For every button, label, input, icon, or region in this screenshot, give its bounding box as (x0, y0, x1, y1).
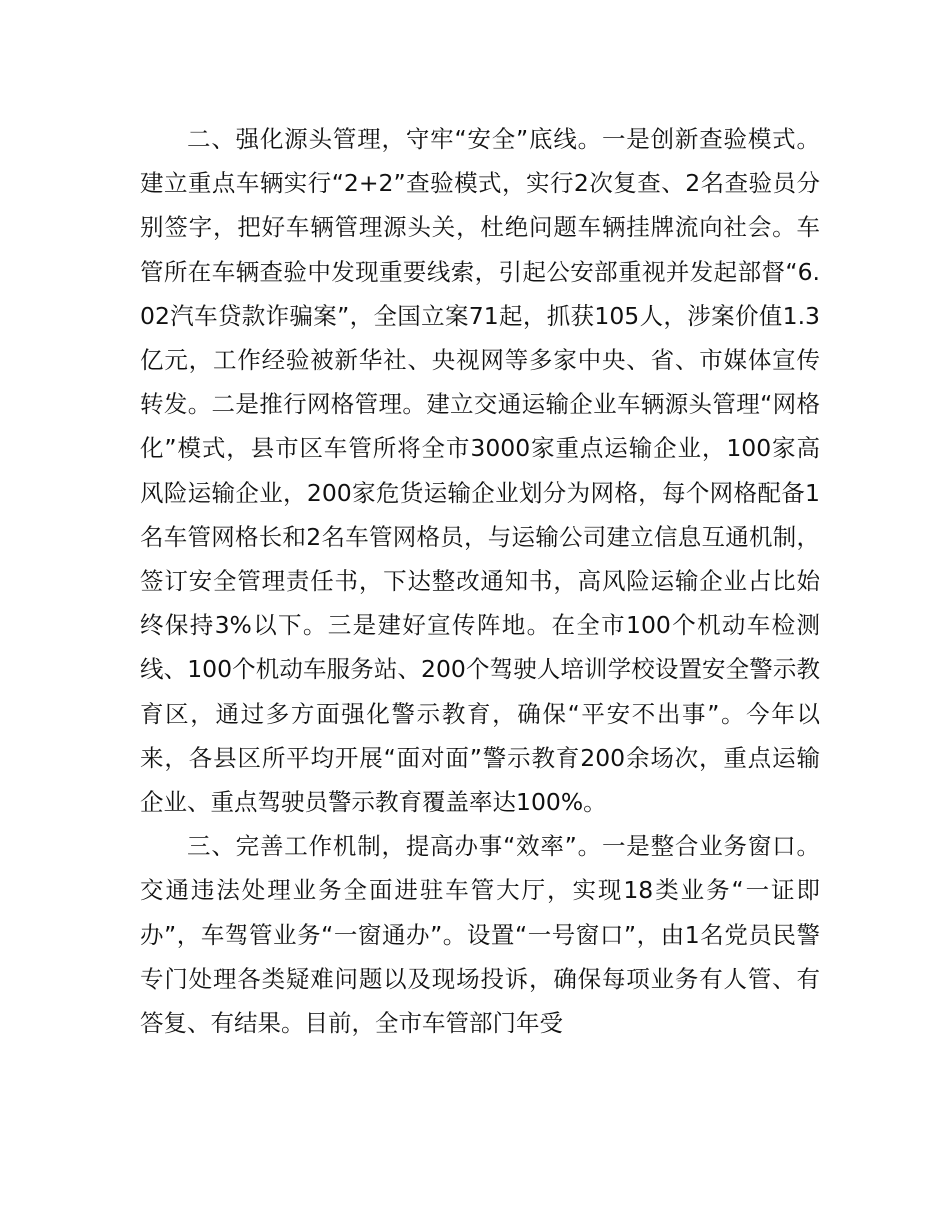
document-body (140, 117, 820, 1045)
paragraph-work-mechanism: 三、完善工作机制，提高办事“效率”。一是整合业务窗口。交通违法处理业务全面进驻车管大厅，实现18类业务“一证即办”，车驾管业务“一窗通办”。设置“一号窗口”，由1名党员民警专门处理各类疑难问题以及现场投诉，确保每项业务有人管、有答复、有结果。目前，全市车管部门年受 (140, 832, 820, 1038)
paragraph-source-management: 二、强化源头管理，守牢“安全”底线。一是创新查验模式。建立重点车辆实行“2+2”查验模式，实行2次复查、2名查验员分别签字，把好车辆管理源头关，杜绝问题车辆挂牌流向社会。车管所在车辆查验中发现重要线索，引起公安部重视并发起部督“6.02汽车贷款诈骗案”，全国立案71起，抓获105人，涉案价值1.3亿元，工作经验被新华社、央视网等多家中央、省、市媒体宣传转发。二是推行网格管理。建立交通运输企业车辆源头管理“网格化”模式，县市区车管所将全市3000家重点运输企业，100家高风险运输企业，200家危货运输企业划分为网格，每个网格配备1名车管网格长和2名车管网格员，与运输公司建立信息互通机制，签订安全管理责任书，下达整改通知书，高风险运输企业占比始终保持3%以下。三是建好宣传阵地。在全市100个机动车检测线、100个机动车服务站、200个驾驶人培训学校设置安全警示教育区，通过多方面强化警示教育，确保“平安不出事”。今年以来，各县区所平均开展“面对面”警示教育200余场次，重点运输企业、重点驾驶员警示教育覆盖率达100%。 (140, 125, 820, 817)
